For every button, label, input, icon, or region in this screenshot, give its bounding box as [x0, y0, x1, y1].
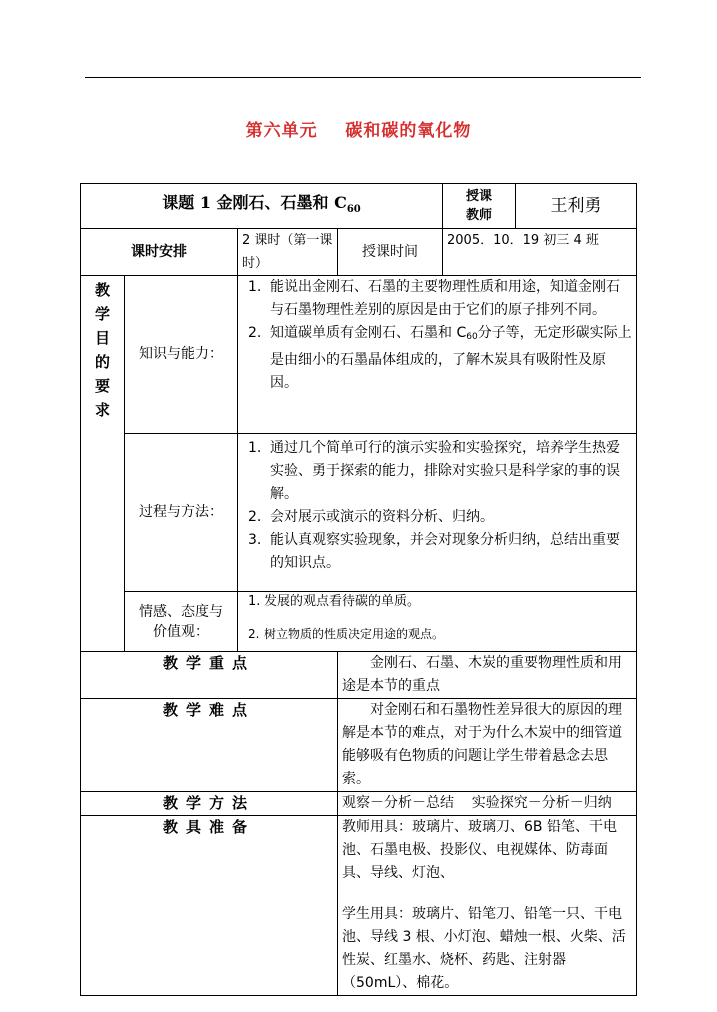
list-item: 2. 知道碳单质有金刚石、石墨和 C60分子等，无定形碳实际上是由细小的石墨晶体组成的，了解木炭具有吸附性及原因。 [248, 325, 632, 391]
difficulties-text: 对金刚石和石墨物性差异很大的原因的理解是本节的难点，对于为什么木炭中的细管道能够吸有色物质的问题让学生带着悬念去思索。 [338, 699, 637, 792]
header-row [81, 184, 637, 229]
process-row [81, 434, 637, 592]
emotion-row [81, 592, 637, 652]
process-label: 过程与方法： [125, 434, 238, 592]
key-points-label: 教学重点 [81, 652, 338, 699]
key-points-text: 金刚石、石墨、木炭的重要物理性质和用途是本节的重点 [338, 652, 637, 699]
list-item: 3. 能认真观察实验现象，并会对现象分析归纳，总结出重要的知识点。 [248, 532, 620, 571]
difficulties-label: 教学难点 [81, 699, 338, 792]
key-points-row [81, 652, 637, 699]
teacher-label: 授课 教师 [443, 184, 516, 229]
lesson-plan-table [80, 183, 637, 996]
methods-text: 观察－分析－总结 实验探究－分析－归纳 [338, 792, 637, 816]
list-item: 2. 会对展示或演示的资料分析、归纳。 [248, 509, 494, 525]
unit-title: 第六单元 碳和碳的氧化物 [245, 121, 472, 141]
equipment-label: 教具准备 [81, 816, 338, 996]
student-equipment: 学生用具：玻璃片、铅笔刀、铅笔一只、干电池、导线 3 根、小灯泡、蜡烛一根、火柴、活性炭、红墨水、烧杯、药匙、注射器（50mL）、棉花。 [342, 906, 626, 991]
methods-row [81, 792, 637, 816]
emotion-label: 情感、态度与 价值观： [125, 592, 238, 652]
list-item: 1. 通过几个简单可行的演示实验和实验探究，培养学生热爱实验、勇于探索的能力，排除对实验只是科学家的事的误解。 [248, 440, 620, 502]
list-item: 1. 能说出金刚石、石墨的主要物理性质和用途，知道金刚石与石墨物理性差别的原因是由于它们的原子排列不同。 [248, 279, 620, 318]
list-item: 1. 发展的观点看待碳的单质。 [248, 594, 421, 609]
time-value: 2005．10．19 初三 4 班 [443, 229, 637, 276]
header-rule [85, 77, 641, 78]
objectives-label: 教 学 目 的 要 求 [81, 276, 125, 652]
list-item: 2. 树立物质的性质决定用途的观点。 [248, 627, 445, 641]
equipment-row [81, 816, 637, 996]
schedule-value: 2 课时（第一课时） [238, 229, 338, 276]
teacher-equipment: 教师用具：玻璃片、玻璃刀、6B 铅笔、干电池、石墨电极、投影仪、电视媒体、防毒面具、导线、灯泡、 [342, 819, 617, 881]
lesson-title: 课题 1 金刚石、石墨和 $C_{60}$ [81, 184, 443, 229]
knowledge-label: 知识与能力： [125, 276, 238, 434]
time-label: 授课时间 [338, 229, 443, 276]
process-content [238, 434, 637, 592]
difficulties-row [81, 699, 637, 792]
methods-label: 教学方法 [81, 792, 338, 816]
emotion-content [238, 592, 637, 652]
teacher-name: 王利勇 [516, 184, 637, 229]
knowledge-content [238, 276, 637, 434]
knowledge-row [81, 276, 637, 434]
equipment-content [338, 816, 637, 996]
schedule-label: 课时安排 [81, 229, 238, 276]
schedule-row [81, 229, 637, 276]
